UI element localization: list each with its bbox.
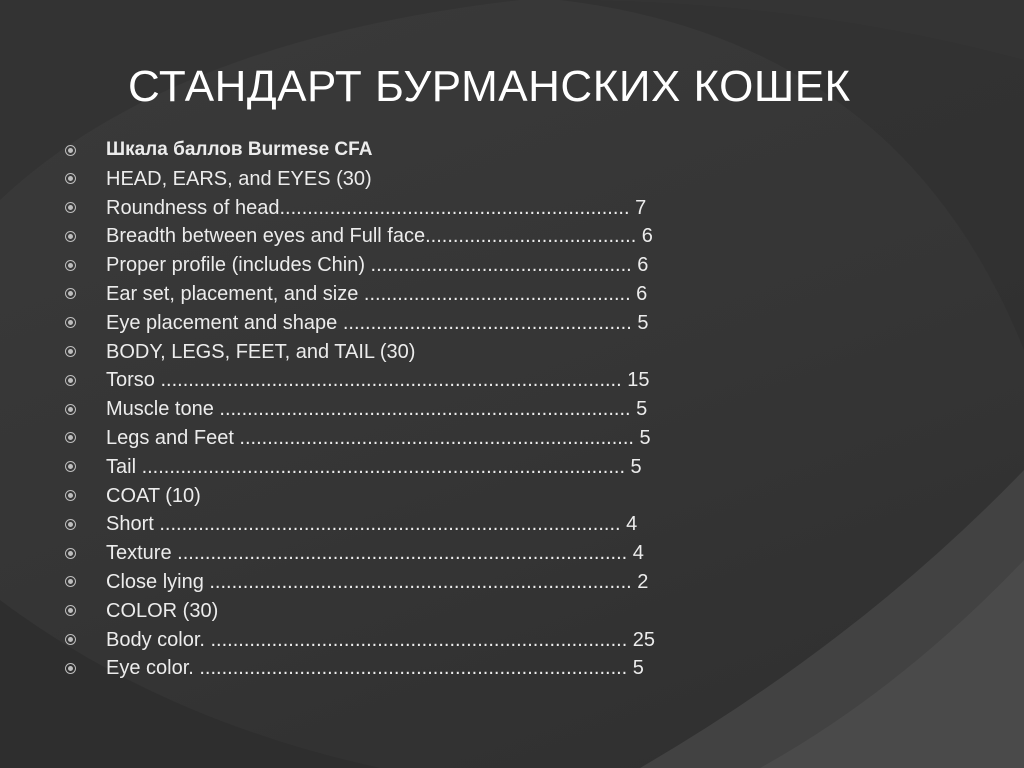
bullet-icon bbox=[65, 346, 76, 357]
bullet-icon bbox=[65, 490, 76, 501]
list-item bbox=[62, 568, 655, 597]
bullet-icon bbox=[65, 317, 76, 328]
bullet-icon bbox=[65, 145, 76, 156]
list-item-text: BODY, LEGS, FEET, and TAIL (30) bbox=[106, 340, 416, 363]
bullet-icon bbox=[65, 231, 76, 242]
list-item-text: Muscle tone .......................................................................... 5 bbox=[106, 398, 648, 421]
bullet-icon bbox=[65, 519, 76, 530]
list-item-text: Eye placement and shape .................................................... 5 bbox=[106, 311, 649, 334]
list-item-text: Eye color. ............................................................................. 5 bbox=[106, 657, 644, 680]
list-item-text: Short ................................................................................... 4 bbox=[106, 513, 638, 536]
slide-title: СТАНДАРТ БУРМАНСКИХ КОШЕК bbox=[128, 62, 851, 111]
bullet-icon bbox=[65, 202, 76, 213]
list-item-text: COLOR (30) bbox=[106, 599, 219, 622]
list-item bbox=[62, 539, 655, 568]
list-item bbox=[62, 626, 655, 655]
list-item bbox=[62, 280, 655, 309]
list-item bbox=[62, 597, 655, 626]
list-item bbox=[62, 222, 655, 251]
list-item bbox=[62, 654, 655, 683]
list-item bbox=[62, 453, 655, 482]
list-item-text: Proper profile (includes Chin) ............................................... 6 bbox=[106, 254, 649, 277]
list-item bbox=[62, 424, 655, 453]
list-item bbox=[62, 338, 655, 367]
bullet-icon bbox=[65, 260, 76, 271]
list-item bbox=[62, 165, 655, 194]
list-item-text: Tail ....................................................................................... 5 bbox=[106, 455, 642, 478]
bullet-icon bbox=[65, 375, 76, 386]
list-item bbox=[62, 366, 655, 395]
bullet-icon bbox=[65, 634, 76, 645]
list-item-text: Texture ................................................................................. 4 bbox=[106, 542, 644, 565]
score-list bbox=[62, 136, 655, 683]
list-item-text: Legs and Feet ....................................................................... 5 bbox=[106, 426, 651, 449]
list-item-text: Ear set, placement, and size ................................................ 6 bbox=[106, 282, 648, 305]
list-item bbox=[62, 194, 655, 223]
bullet-icon bbox=[65, 576, 76, 587]
list-item bbox=[62, 251, 655, 280]
list-item-text: Breadth between eyes and Full face...................................... 6 bbox=[106, 225, 653, 248]
list-item-text: Шкала баллов Burmese CFA bbox=[106, 139, 373, 160]
list-item-text: HEAD, EARS, and EYES (30) bbox=[106, 167, 372, 190]
bullet-icon bbox=[65, 173, 76, 184]
bullet-icon bbox=[65, 663, 76, 674]
bullet-icon bbox=[65, 288, 76, 299]
list-item bbox=[62, 136, 655, 165]
bullet-icon bbox=[65, 432, 76, 443]
list-item bbox=[62, 510, 655, 539]
bullet-icon bbox=[65, 548, 76, 559]
list-item-text: Roundness of head............................................................... 7 bbox=[106, 196, 647, 219]
list-item-text: COAT (10) bbox=[106, 484, 201, 507]
list-item-text: Torso ................................................................................... 15 bbox=[106, 369, 650, 392]
bullet-icon bbox=[65, 404, 76, 415]
bullet-icon bbox=[65, 461, 76, 472]
list-item bbox=[62, 482, 655, 511]
list-item bbox=[62, 309, 655, 338]
list-item-text: Body color. ........................................................................... 25 bbox=[106, 628, 656, 651]
list-item bbox=[62, 395, 655, 424]
bullet-icon bbox=[65, 605, 76, 616]
list-item-text: Close lying ............................................................................ 2 bbox=[106, 570, 649, 593]
